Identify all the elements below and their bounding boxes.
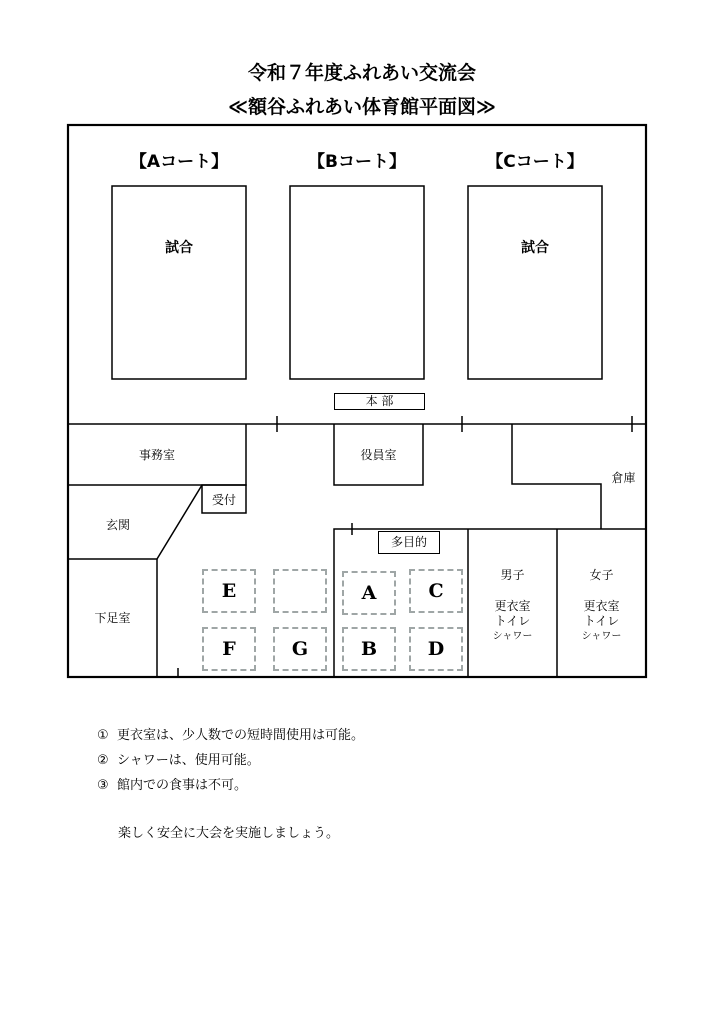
zone-a: A (342, 571, 396, 615)
male-room-line3: シャワー (492, 631, 533, 642)
male-room-title: 男子 (500, 568, 525, 582)
note-number: ② (97, 753, 109, 768)
court-a-label: 試合 (165, 240, 193, 256)
female-room-line2: トイレ (583, 614, 620, 628)
closing-message: 楽しく安全に大会を実施しましょう。 (118, 826, 340, 841)
gesokushitsu-label: 下足室 (94, 611, 131, 625)
male-room-line2: トイレ (494, 614, 531, 628)
court-c-title: 【Cコート】 (486, 152, 584, 172)
zone-e: E (202, 569, 256, 613)
note-number: ① (97, 728, 109, 743)
court-c-label: 試合 (521, 240, 549, 256)
note-text: 館内での食事は不可。 (117, 778, 248, 793)
zone-c: C (409, 569, 463, 613)
note-item (97, 774, 247, 793)
jimushitsu-label: 事務室 (138, 448, 175, 462)
note-text: 更衣室は、少人数での短時間使用は可能。 (117, 728, 365, 743)
note-number: ③ (97, 778, 109, 793)
honbu-label: 本 部 (334, 393, 425, 410)
page-subtitle: ≪額谷ふれあい体育館平面図≫ (228, 96, 496, 118)
zone-b: B (342, 627, 396, 671)
note-item (97, 749, 260, 768)
court-b-title: 【Bコート】 (308, 152, 406, 172)
tamokuteki-label: 多目的 (378, 531, 440, 554)
page-title: 令和７年度ふれあい交流会 (247, 62, 476, 84)
genkan-label: 玄関 (105, 518, 130, 532)
soko-label: 倉庫 (611, 471, 636, 485)
zone-blank (273, 569, 327, 613)
zone-d: D (409, 627, 463, 671)
yakuinshitsu-label: 役員室 (360, 448, 397, 462)
female-room-line3: シャワー (581, 631, 622, 642)
male-room-line1: 更衣室 (494, 599, 531, 613)
court-a-title: 【Aコート】 (129, 152, 229, 172)
soko-wall (512, 424, 601, 529)
zone-f: F (202, 627, 256, 671)
note-item (97, 724, 364, 743)
note-text: シャワーは、使用可能。 (117, 753, 260, 768)
court-c-area (468, 186, 602, 379)
female-room-line1: 更衣室 (583, 599, 620, 613)
uketsuke-label: 受付 (211, 493, 236, 507)
female-room-title: 女子 (589, 568, 614, 582)
zone-g: G (273, 627, 327, 671)
court-b-area (290, 186, 424, 379)
court-a-area (112, 186, 246, 379)
